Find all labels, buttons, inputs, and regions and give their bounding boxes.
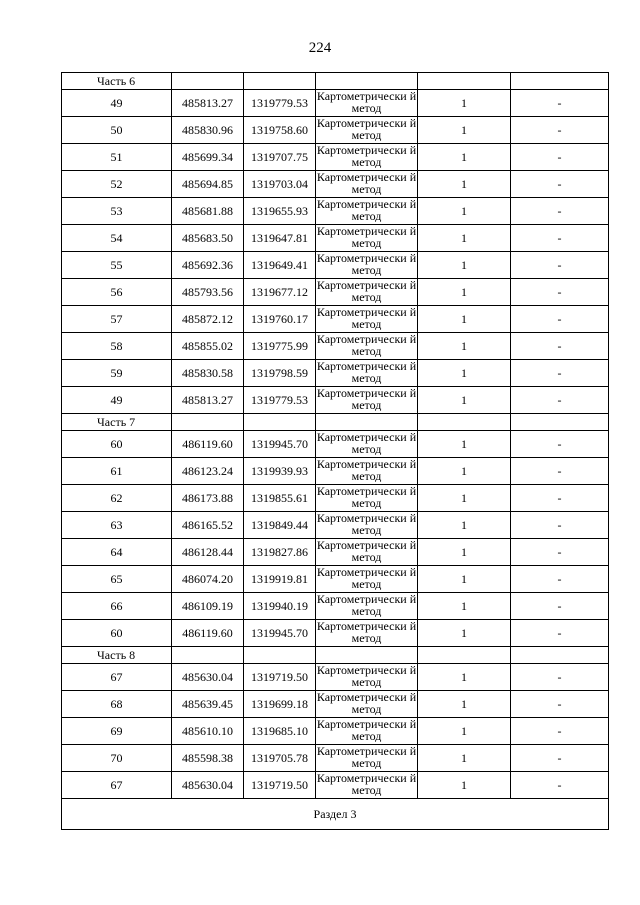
table-row [62, 333, 609, 360]
accuracy-cell: 1 [418, 620, 511, 647]
part-header-row [62, 414, 609, 431]
method-cell [316, 566, 418, 593]
accuracy-cell: 1 [418, 566, 511, 593]
x-coordinate-cell: 485692.36 [172, 252, 244, 279]
method-cell [316, 593, 418, 620]
x-coordinate-cell: 485830.58 [172, 360, 244, 387]
table-row [62, 171, 609, 198]
table-row [62, 117, 609, 144]
note-cell: - [511, 485, 609, 512]
accuracy-cell: 1 [418, 279, 511, 306]
method-text: Картометрически й метод [316, 458, 417, 482]
note-cell: - [511, 620, 609, 647]
method-cell [316, 620, 418, 647]
method-cell [316, 718, 418, 745]
y-coordinate-cell: 1319685.10 [244, 718, 316, 745]
method-cell [316, 279, 418, 306]
x-coordinate-cell: 485813.27 [172, 90, 244, 117]
y-coordinate-cell: 1319649.41 [244, 252, 316, 279]
method-cell [316, 458, 418, 485]
accuracy-cell: 1 [418, 144, 511, 171]
point-number-cell: 61 [62, 458, 172, 485]
note-cell: - [511, 539, 609, 566]
table-row [62, 691, 609, 718]
y-coordinate-cell: 1319779.53 [244, 90, 316, 117]
empty-cell [418, 414, 511, 431]
point-number-cell: 60 [62, 431, 172, 458]
table-row [62, 512, 609, 539]
y-coordinate-cell: 1319945.70 [244, 431, 316, 458]
y-coordinate-cell: 1319939.93 [244, 458, 316, 485]
accuracy-cell: 1 [418, 225, 511, 252]
y-coordinate-cell: 1319699.18 [244, 691, 316, 718]
y-coordinate-cell: 1319919.81 [244, 566, 316, 593]
method-text: Картометрически й метод [316, 772, 417, 796]
empty-cell [244, 414, 316, 431]
y-coordinate-cell: 1319760.17 [244, 306, 316, 333]
point-number-cell: 65 [62, 566, 172, 593]
method-cell [316, 745, 418, 772]
y-coordinate-cell: 1319703.04 [244, 171, 316, 198]
note-cell: - [511, 90, 609, 117]
method-cell [316, 485, 418, 512]
method-text: Картометрически й метод [316, 252, 417, 276]
accuracy-cell: 1 [418, 664, 511, 691]
point-number-cell: 64 [62, 539, 172, 566]
note-cell: - [511, 772, 609, 799]
point-number-cell: 63 [62, 512, 172, 539]
x-coordinate-cell: 485598.38 [172, 745, 244, 772]
method-text: Картометрически й метод [316, 512, 417, 536]
empty-cell [418, 647, 511, 664]
y-coordinate-cell: 1319827.86 [244, 539, 316, 566]
page-number: 224 [308, 40, 332, 56]
empty-cell [244, 647, 316, 664]
empty-cell [172, 647, 244, 664]
y-coordinate-cell: 1319779.53 [244, 387, 316, 414]
note-cell: - [511, 745, 609, 772]
point-number-cell: 70 [62, 745, 172, 772]
note-cell: - [511, 387, 609, 414]
x-coordinate-cell: 485610.10 [172, 718, 244, 745]
point-number-cell: 57 [62, 306, 172, 333]
method-text: Картометрически й метод [316, 485, 417, 509]
accuracy-cell: 1 [418, 198, 511, 225]
note-cell: - [511, 198, 609, 225]
table-row [62, 458, 609, 485]
y-coordinate-cell: 1319940.19 [244, 593, 316, 620]
note-cell: - [511, 431, 609, 458]
table-row [62, 252, 609, 279]
accuracy-cell: 1 [418, 333, 511, 360]
table-row [62, 360, 609, 387]
y-coordinate-cell: 1319719.50 [244, 772, 316, 799]
method-text: Картометрически й метод [316, 144, 417, 168]
accuracy-cell: 1 [418, 593, 511, 620]
point-number-cell: 66 [62, 593, 172, 620]
x-coordinate-cell: 486165.52 [172, 512, 244, 539]
y-coordinate-cell: 1319719.50 [244, 664, 316, 691]
accuracy-cell: 1 [418, 117, 511, 144]
section-row [62, 799, 609, 830]
point-number-cell: 68 [62, 691, 172, 718]
method-text: Картометрически й метод [316, 691, 417, 715]
method-text: Картометрически й метод [316, 664, 417, 688]
empty-cell [511, 647, 609, 664]
accuracy-cell: 1 [418, 252, 511, 279]
note-cell: - [511, 458, 609, 485]
point-number-cell: 55 [62, 252, 172, 279]
accuracy-cell: 1 [418, 458, 511, 485]
method-cell [316, 171, 418, 198]
x-coordinate-cell: 485699.34 [172, 144, 244, 171]
method-cell [316, 431, 418, 458]
table-row [62, 144, 609, 171]
x-coordinate-cell: 485681.88 [172, 198, 244, 225]
method-cell [316, 252, 418, 279]
x-coordinate-cell: 486173.88 [172, 485, 244, 512]
y-coordinate-cell: 1319849.44 [244, 512, 316, 539]
x-coordinate-cell: 485694.85 [172, 171, 244, 198]
table-row [62, 593, 609, 620]
method-text: Картометрически й метод [316, 566, 417, 590]
note-cell: - [511, 593, 609, 620]
table-row [62, 90, 609, 117]
method-cell [316, 333, 418, 360]
method-cell [316, 691, 418, 718]
y-coordinate-cell: 1319798.59 [244, 360, 316, 387]
table-row [62, 566, 609, 593]
method-cell [316, 225, 418, 252]
table-row [62, 225, 609, 252]
method-cell [316, 512, 418, 539]
part-label: Часть 7 [62, 414, 172, 431]
method-cell [316, 387, 418, 414]
method-cell [316, 360, 418, 387]
x-coordinate-cell: 485830.96 [172, 117, 244, 144]
table-row [62, 387, 609, 414]
empty-cell [511, 414, 609, 431]
point-number-cell: 67 [62, 772, 172, 799]
point-number-cell: 50 [62, 117, 172, 144]
accuracy-cell: 1 [418, 512, 511, 539]
method-text: Картометрически й метод [316, 225, 417, 249]
x-coordinate-cell: 486123.24 [172, 458, 244, 485]
point-number-cell: 59 [62, 360, 172, 387]
x-coordinate-cell: 486109.19 [172, 593, 244, 620]
method-text: Картометрически й метод [316, 360, 417, 384]
point-number-cell: 69 [62, 718, 172, 745]
point-number-cell: 51 [62, 144, 172, 171]
table-row [62, 198, 609, 225]
method-cell [316, 772, 418, 799]
note-cell: - [511, 333, 609, 360]
point-number-cell: 49 [62, 387, 172, 414]
x-coordinate-cell: 485813.27 [172, 387, 244, 414]
method-text: Картометрически й метод [316, 306, 417, 330]
note-cell: - [511, 252, 609, 279]
note-cell: - [511, 691, 609, 718]
empty-cell [418, 73, 511, 90]
x-coordinate-cell: 486128.44 [172, 539, 244, 566]
note-cell: - [511, 512, 609, 539]
method-text: Картометрически й метод [316, 745, 417, 769]
table-row [62, 664, 609, 691]
method-text: Картометрически й метод [316, 279, 417, 303]
method-cell [316, 306, 418, 333]
method-text: Картометрически й метод [316, 198, 417, 222]
method-text: Картометрически й метод [316, 387, 417, 411]
part-label: Часть 8 [62, 647, 172, 664]
x-coordinate-cell: 485793.56 [172, 279, 244, 306]
accuracy-cell: 1 [418, 306, 511, 333]
y-coordinate-cell: 1319647.81 [244, 225, 316, 252]
empty-cell [172, 73, 244, 90]
note-cell: - [511, 566, 609, 593]
part-header-row [62, 647, 609, 664]
table-row [62, 279, 609, 306]
x-coordinate-cell: 485683.50 [172, 225, 244, 252]
note-cell: - [511, 360, 609, 387]
note-cell: - [511, 306, 609, 333]
method-text: Картометрически й метод [316, 620, 417, 644]
method-cell [316, 90, 418, 117]
x-coordinate-cell: 486074.20 [172, 566, 244, 593]
method-cell [316, 664, 418, 691]
x-coordinate-cell: 485639.45 [172, 691, 244, 718]
note-cell: - [511, 664, 609, 691]
x-coordinate-cell: 486119.60 [172, 620, 244, 647]
x-coordinate-cell: 485630.04 [172, 772, 244, 799]
accuracy-cell: 1 [418, 691, 511, 718]
point-number-cell: 60 [62, 620, 172, 647]
method-text: Картометрически й метод [316, 593, 417, 617]
table-row [62, 772, 609, 799]
empty-cell [316, 647, 418, 664]
method-cell [316, 539, 418, 566]
table-row [62, 745, 609, 772]
method-text: Картометрически й метод [316, 90, 417, 114]
empty-cell [316, 414, 418, 431]
y-coordinate-cell: 1319655.93 [244, 198, 316, 225]
empty-cell [244, 73, 316, 90]
point-number-cell: 53 [62, 198, 172, 225]
table-row [62, 485, 609, 512]
y-coordinate-cell: 1319677.12 [244, 279, 316, 306]
x-coordinate-cell: 485855.02 [172, 333, 244, 360]
method-text: Картометрически й метод [316, 171, 417, 195]
point-number-cell: 58 [62, 333, 172, 360]
accuracy-cell: 1 [418, 171, 511, 198]
method-text: Картометрически й метод [316, 117, 417, 141]
note-cell: - [511, 225, 609, 252]
method-cell [316, 117, 418, 144]
x-coordinate-cell: 486119.60 [172, 431, 244, 458]
point-number-cell: 67 [62, 664, 172, 691]
table-row [62, 306, 609, 333]
note-cell: - [511, 279, 609, 306]
y-coordinate-cell: 1319705.78 [244, 745, 316, 772]
y-coordinate-cell: 1319775.99 [244, 333, 316, 360]
y-coordinate-cell: 1319707.75 [244, 144, 316, 171]
point-number-cell: 56 [62, 279, 172, 306]
table-row [62, 539, 609, 566]
accuracy-cell: 1 [418, 745, 511, 772]
point-number-cell: 52 [62, 171, 172, 198]
method-text: Картометрически й метод [316, 718, 417, 742]
part-header-row [62, 73, 609, 90]
y-coordinate-cell: 1319758.60 [244, 117, 316, 144]
section-label: Раздел 3 [62, 799, 609, 830]
table-row [62, 718, 609, 745]
empty-cell [511, 73, 609, 90]
accuracy-cell: 1 [418, 485, 511, 512]
method-cell [316, 198, 418, 225]
accuracy-cell: 1 [418, 360, 511, 387]
table-row [62, 620, 609, 647]
method-text: Картометрически й метод [316, 431, 417, 455]
point-number-cell: 62 [62, 485, 172, 512]
note-cell: - [511, 171, 609, 198]
accuracy-cell: 1 [418, 387, 511, 414]
empty-cell [172, 414, 244, 431]
accuracy-cell: 1 [418, 90, 511, 117]
x-coordinate-cell: 485872.12 [172, 306, 244, 333]
note-cell: - [511, 117, 609, 144]
accuracy-cell: 1 [418, 431, 511, 458]
accuracy-cell: 1 [418, 772, 511, 799]
point-number-cell: 54 [62, 225, 172, 252]
method-text: Картометрически й метод [316, 539, 417, 563]
note-cell: - [511, 718, 609, 745]
accuracy-cell: 1 [418, 539, 511, 566]
point-number-cell: 49 [62, 90, 172, 117]
empty-cell [316, 73, 418, 90]
accuracy-cell: 1 [418, 718, 511, 745]
y-coordinate-cell: 1319945.70 [244, 620, 316, 647]
x-coordinate-cell: 485630.04 [172, 664, 244, 691]
note-cell: - [511, 144, 609, 171]
method-text: Картометрически й метод [316, 333, 417, 357]
part-label: Часть 6 [62, 73, 172, 90]
coordinates-table [61, 72, 609, 830]
method-cell [316, 144, 418, 171]
table-row [62, 431, 609, 458]
y-coordinate-cell: 1319855.61 [244, 485, 316, 512]
